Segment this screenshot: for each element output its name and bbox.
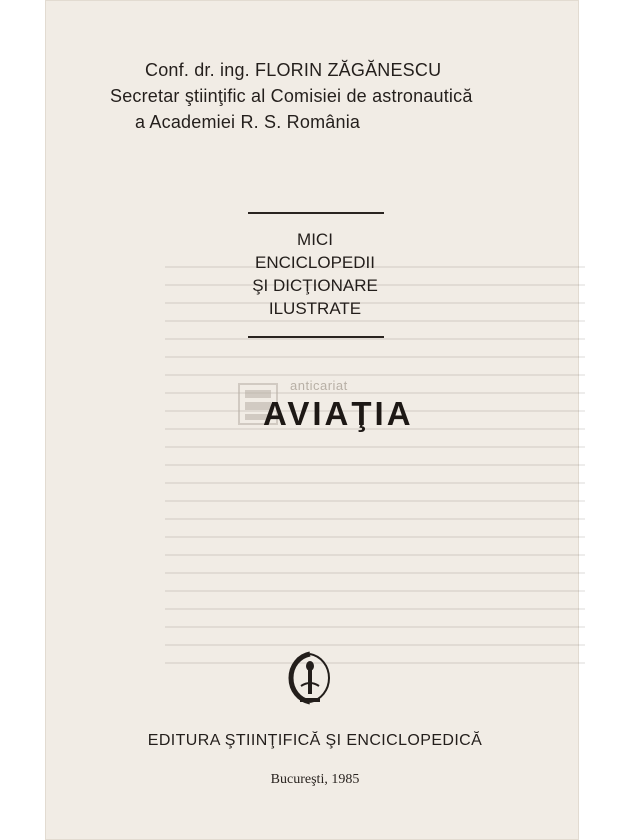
publication-place-year: Bucureşti, 1985 (270, 772, 360, 787)
series-line-1: MICI (297, 230, 333, 249)
author-name: Conf. dr. ing. FLORIN ZĂGĂNESCU (145, 60, 442, 80)
author-role-line-1: Secretar ştiinţific al Comisiei de astronautică (110, 86, 473, 106)
series-line-3: ŞI DICŢIONARE (252, 276, 378, 295)
series-name (220, 228, 410, 320)
series-line-4: ILUSTRATE (268, 299, 362, 318)
watermark-text: anticariat (290, 378, 348, 393)
divider-top (248, 212, 384, 214)
author-role-line-2: a Academiei R. S. România (135, 112, 361, 132)
show-through-text (165, 250, 585, 720)
publisher-name: EDITURA ŞTIINŢIFICĂ ŞI ENCICLOPEDICĂ (147, 732, 483, 749)
publisher-logo-icon (283, 650, 337, 706)
series-line-2: ENCICLOPEDII (255, 253, 375, 272)
divider-bottom (248, 336, 384, 338)
book-title: AVIAŢIA (263, 395, 414, 432)
